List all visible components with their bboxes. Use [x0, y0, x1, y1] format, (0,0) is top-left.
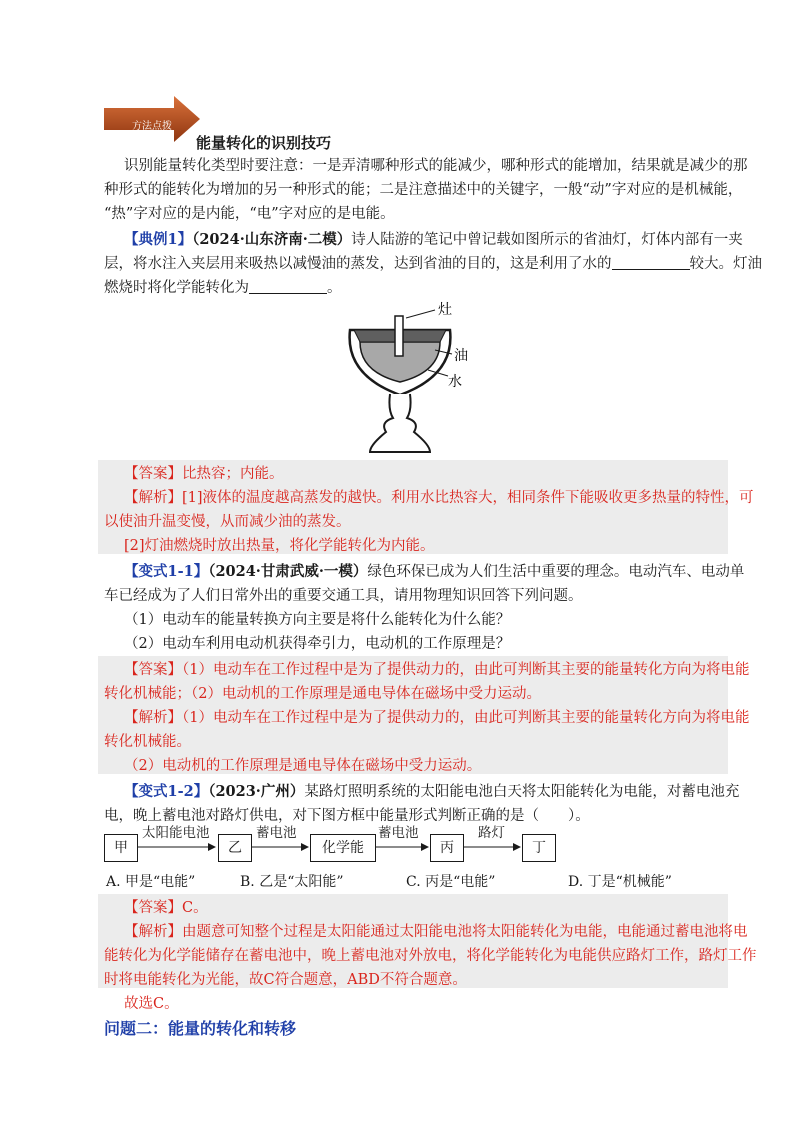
- flow-box-bing: 丙: [430, 834, 464, 862]
- example1-source: （2024·山东济南·二模）: [192, 231, 352, 248]
- example1-text-1: 诗人陆游的笔记中曾记载如图所示的省油灯，灯体内部有一夹: [351, 232, 743, 248]
- variant11-source: （2024·甘肃武威·一模）: [208, 563, 368, 580]
- example1-text-3b: 。: [327, 280, 342, 296]
- flow-box-jia: 甲: [104, 834, 138, 862]
- variant12-source: （2023·广州）: [208, 783, 305, 800]
- analysis-tag: 【解析】: [124, 710, 182, 726]
- variant12-conclusion: 故选C。: [124, 996, 179, 1012]
- example1-line-3: [104, 276, 724, 300]
- variant12-analysis-3: 时将电能转化为光能，故C符合题意，ABD不符合题意。: [104, 972, 467, 988]
- variant11-question-1: （1）电动车的能量转换方向主要是将什么能转化为什么能？: [124, 612, 511, 628]
- section-heading: 能量转化的识别技巧: [196, 134, 332, 152]
- variant12-analysis-2: 能转化为化学能储存在蓄电池中，晚上蓄电池对外放电，将化学能转化为电能供应路灯工作，路灯工作: [104, 948, 757, 964]
- variant11-text-1: 绿色环保已成为人们生活中重要的理念。电动汽车、电动单: [367, 564, 745, 580]
- variant12-tag: 【变式1-2】: [124, 783, 209, 800]
- variant11-line-2: 车已经成为了人们日常外出的重要交通工具，请用物理知识回答下列问题。: [104, 588, 583, 604]
- example1-text-3a: 燃烧时将化学能转化为: [104, 280, 249, 296]
- variant11-answer-1: [124, 658, 750, 682]
- variant11-analysis-1: [124, 706, 750, 730]
- analysis-text: （1）电动车在工作过程中是为了提供动力的，由此可判断其主要的能量转化方向为将电能: [182, 710, 750, 726]
- option-c[interactable]: C. 丙是“电能”: [406, 874, 496, 890]
- option-d[interactable]: D. 丁是“机械能”: [568, 874, 672, 890]
- answer-text: 比热容；内能。: [182, 466, 284, 482]
- badge-label: 方法点拨: [132, 121, 172, 132]
- section-2-heading: 问题二：能量的转化和转移: [104, 1019, 297, 1038]
- variant11-tag: 【变式1-1】: [124, 563, 209, 580]
- flow-label-solar-cell: 太阳能电池: [142, 825, 210, 841]
- intro-line-1: 识别能量转化类型时要注意：一是弄清哪种形式的能减少，哪种形式的能增加，结果就是减少的那: [124, 158, 748, 174]
- analysis-tag: 【解析】: [124, 924, 182, 940]
- flow-label-battery-2: 蓄电池: [378, 825, 419, 841]
- example1-analysis-2: 以使油升温变慢，从而减少油的蒸发。: [104, 514, 351, 530]
- answer-text: （1）电动车在工作过程中是为了提供动力的，由此可判断其主要的能量转化方向为将电能: [182, 662, 750, 678]
- example1-line-2: [104, 252, 762, 276]
- intro-line-2: 种形式的能转化为增加的另一种形式的能；二是注意描述中的关键字，一般“动”字对应的是机械能，: [104, 182, 743, 198]
- example1-analysis-3: [2]灯油燃烧时放出热量，将化学能转化为内能。: [124, 538, 435, 554]
- label-oil: 油: [454, 348, 468, 364]
- variant12-analysis-1: [124, 920, 748, 944]
- intro-line-3: “热”字对应的是内能，“电”字对应的是电能。: [104, 206, 395, 222]
- variant11-question-2: （2）电动车利用电动机获得牵引力，电动机的工作原理是？: [124, 636, 511, 652]
- analysis-text: [1]液体的温度越高蒸发的越快。利用水比热容大，相同条件下能吸收更多热量的特性，可: [182, 490, 754, 506]
- option-b[interactable]: B. 乙是“太阳能”: [240, 874, 344, 890]
- variant12-line-2: 电，晚上蓄电池对路灯供电，对下图方框中能量形式判断正确的是（ ）。: [104, 808, 590, 824]
- example1-analysis-1: [124, 486, 754, 510]
- answer-blank-1[interactable]: [612, 255, 690, 270]
- variant11-analysis-2: 转化机械能。: [104, 734, 191, 750]
- answer-tag: 【答案】: [124, 900, 182, 916]
- flow-box-yi: 乙: [218, 834, 252, 862]
- flow-label-streetlight: 路灯: [478, 825, 505, 841]
- variant11-answer-2: 转化机械能；（2）电动机的工作原理是通电导体在磁场中受力运动。: [104, 686, 541, 702]
- variant12-answer: [124, 896, 744, 920]
- example1-text-2a: 层，将水注入夹层用来吸热以减慢油的蒸发，达到省油的目的，这是利用了水的: [104, 256, 612, 272]
- answer-text: C。: [182, 900, 208, 916]
- answer-tag: 【答案】: [124, 466, 182, 482]
- example1-text-2b: 较大。灯油: [689, 256, 762, 272]
- analysis-tag: 【解析】: [124, 490, 182, 506]
- analysis-text: 由题意可知整个过程是太阳能通过太阳能电池将太阳能转化为电能，电能通过蓄电池将电: [182, 924, 748, 940]
- flow-box-ding: 丁: [522, 834, 556, 862]
- variant12-line-1: [124, 780, 744, 804]
- example1-tag: 【典例1】: [124, 231, 193, 248]
- label-wick: 灶: [438, 302, 452, 318]
- example1-answer: [124, 462, 744, 486]
- variant11-analysis-3: （2）电动机的工作原理是通电导体在磁场中受力运动。: [124, 758, 482, 774]
- variant12-text-1: 某路灯照明系统的太阳能电池白天将太阳能转化为电能，对蓄电池充: [304, 784, 740, 800]
- flow-label-battery-1: 蓄电池: [256, 825, 297, 841]
- oil-lamp-figure: [340, 300, 470, 460]
- option-a[interactable]: A. 甲是“电能”: [106, 874, 196, 890]
- label-water: 水: [448, 374, 462, 390]
- answer-blank-2[interactable]: [249, 279, 327, 294]
- variant11-line-1: [124, 560, 744, 584]
- flow-box-chemical: 化学能: [310, 834, 376, 862]
- answer-tag: 【答案】: [124, 662, 182, 678]
- example1-line-1: [124, 228, 744, 252]
